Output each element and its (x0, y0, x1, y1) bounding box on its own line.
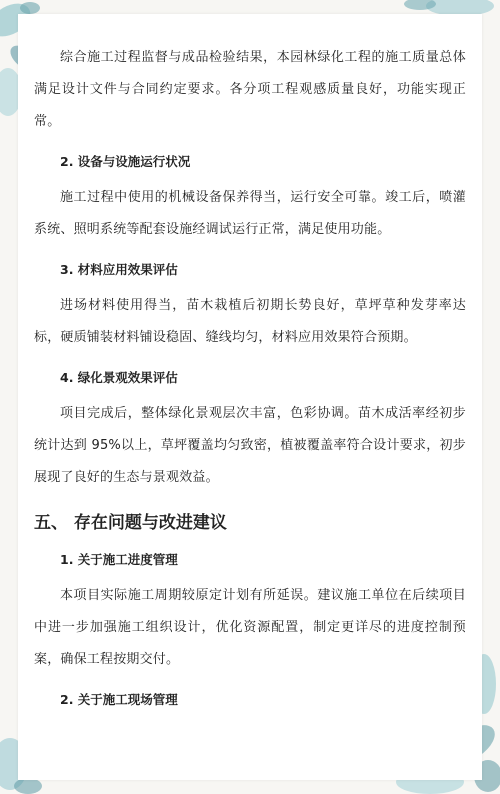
paragraph-equipment-status: 施工过程中使用的机械设备保养得当，运行安全可靠。竣工后，喷灌系统、照明系统等配套设施经调试运行正常，满足使用功能。 (34, 190, 466, 237)
paragraph-schedule-management: 本项目实际施工周期较原定计划有所延误。建议施工单位在后续项目中进一步加强施工组织设计，优化资源配置，制定更详尽的进度控制预案，确保工程按期交付。 (34, 588, 466, 667)
document-content (34, 42, 466, 720)
paragraph-landscape-evaluation: 项目完成后，整体绿化景观层次丰富，色彩协调。苗木成活率经初步统计达到 95%以上，草坪覆盖均匀致密，植被覆盖率符合设计要求，初步展现了良好的生态与景观效益。 (34, 406, 466, 485)
paragraph-quality-summary: 综合施工过程监督与成品检验结果，本园林绿化工程的施工质量总体满足设计文件与合同约定要求。各分项工程观感质量良好，功能实现正常。 (34, 50, 466, 129)
heading-landscape-evaluation: 4. 绿化景观效果评估 (60, 370, 178, 385)
heading-equipment-status: 2. 设备与设施运行状况 (60, 154, 191, 169)
paragraph-material-evaluation: 进场材料使用得当，苗木栽植后初期长势良好，草坪草种发芽率达标，硬质铺装材料铺设稳固、缝线均匀，材料应用效果符合预期。 (34, 298, 466, 345)
heading-site-management: 2. 关于施工现场管理 (60, 692, 178, 707)
heading-schedule-management: 1. 关于施工进度管理 (60, 552, 178, 567)
section-title-issues: 五、 存在问题与改进建议 (34, 513, 227, 533)
heading-material-evaluation: 3. 材料应用效果评估 (60, 262, 178, 277)
document-page (18, 14, 482, 780)
